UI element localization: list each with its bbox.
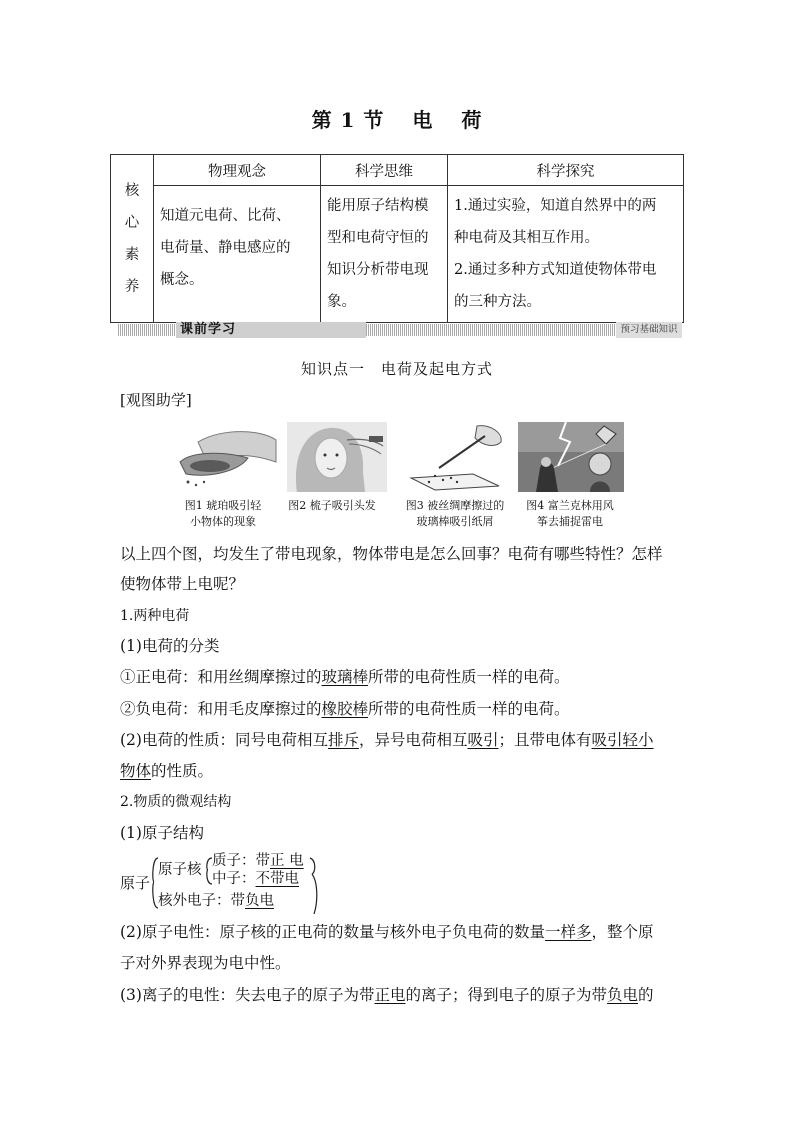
- page-title: 第 1 节 电 荷: [311, 108, 483, 132]
- atom-label: 原子: [120, 874, 151, 892]
- figure-2-caption: 图2 梳子吸引头发: [288, 499, 376, 512]
- figure-4-caption: 图4 富兰克林用风 筝去捕捉雷电: [526, 499, 614, 528]
- electron-line: 核外电子：带负电: [158, 893, 274, 909]
- ion-electric-line: (3)离子的电性：失去电子的原子为带正电的离子；得到电子的原子为带负电的: [120, 986, 654, 1004]
- charge-property-line-2: 物体的性质。: [120, 762, 214, 780]
- answer-attract-light: 吸引轻小: [591, 731, 654, 749]
- heading-micro-structure: 2.物质的微观结构: [120, 794, 232, 810]
- section-tag: 预习基础知识: [616, 322, 682, 338]
- heading-atom-structure: (1)原子结构: [120, 824, 204, 842]
- header-physics-concept: 物理观念: [154, 155, 321, 186]
- answer-glass-rod: 玻璃棒: [321, 668, 369, 686]
- guide-label: [观图助学]: [120, 391, 192, 409]
- positive-charge-line: ①正电荷：和用丝绸摩擦过的玻璃棒所带的电荷性质一样的电荷。: [120, 668, 570, 686]
- answer-objects: 物体: [120, 762, 152, 780]
- cell-scientific-inquiry: 1.通过实验，知道自然界中的两 种电荷及其相互作用。 2.通过多种方式知道使物体带电 的三种方法。: [448, 186, 684, 323]
- knowledge-point-heading: 知识点一 电荷及起电方式: [300, 360, 494, 378]
- header-scientific-inquiry: 科学探究: [448, 155, 684, 186]
- figure-amber-image: [168, 422, 278, 492]
- atom-electric-line-2: 子对外界表现为电中性。: [120, 954, 291, 972]
- section-label: 课前学习: [180, 322, 237, 337]
- cell-physics-concept: 知道元电荷、比荷、 电荷量、静电感应的 概念。: [154, 186, 321, 323]
- question-line-2: 使物体带上电呢？: [120, 575, 245, 593]
- figure-comb-hair-image: [282, 422, 392, 492]
- cell-scientific-thinking: 能用原子结构模 型和电荷守恒的 知识分析带电现 象。: [321, 186, 448, 323]
- proton-line: 质子：带正 电: [212, 853, 304, 869]
- figure-glass-rod-image: [400, 422, 510, 492]
- negative-charge-line: ②负电荷：和用毛皮摩擦过的橡胶棒所带的电荷性质一样的电荷。: [120, 700, 570, 718]
- figure-franklin-kite-image: [516, 422, 626, 492]
- charge-property-line: (2)电荷的性质：同号电荷相互排斥，异号电荷相互吸引；且带电体有吸引轻小: [120, 731, 654, 749]
- answer-positive: 正电: [374, 986, 406, 1004]
- neutron-line: 中子：不带电: [212, 871, 299, 887]
- heading-two-charges: 1.两种电荷: [120, 608, 190, 624]
- question-line-1: 以上四个图，均发生了带电现象，物体带电是怎么回事？电荷有哪些特性？怎样: [120, 545, 663, 563]
- atom-electric-line-1: (2)原子电性：原子核的正电荷的数量与核外电子负电荷的数量一样多，整个原: [120, 923, 654, 941]
- figure-3-caption: 图3 被丝绸摩擦过的 玻璃棒吸引纸屑: [405, 499, 505, 528]
- answer-repel: 排斥: [327, 731, 359, 749]
- figure-1-caption: 图1 琥珀吸引轻 小物体的现象: [184, 499, 262, 528]
- answer-negative: 负电: [607, 986, 639, 1004]
- nucleus-label: 原子核: [158, 862, 202, 878]
- answer-attract: 吸引: [467, 731, 499, 749]
- section-bar: [118, 322, 682, 338]
- header-scientific-thinking: 科学思维: [321, 155, 448, 186]
- atom-structure-diagram: [120, 852, 340, 914]
- answer-rubber-rod: 橡胶棒: [321, 700, 369, 718]
- answer-same-amount: 一样多: [544, 923, 592, 941]
- core-literacy-label: 核 心 素 养: [111, 155, 154, 323]
- heading-classification: (1)电荷的分类: [120, 637, 220, 655]
- core-literacy-table: [110, 154, 684, 323]
